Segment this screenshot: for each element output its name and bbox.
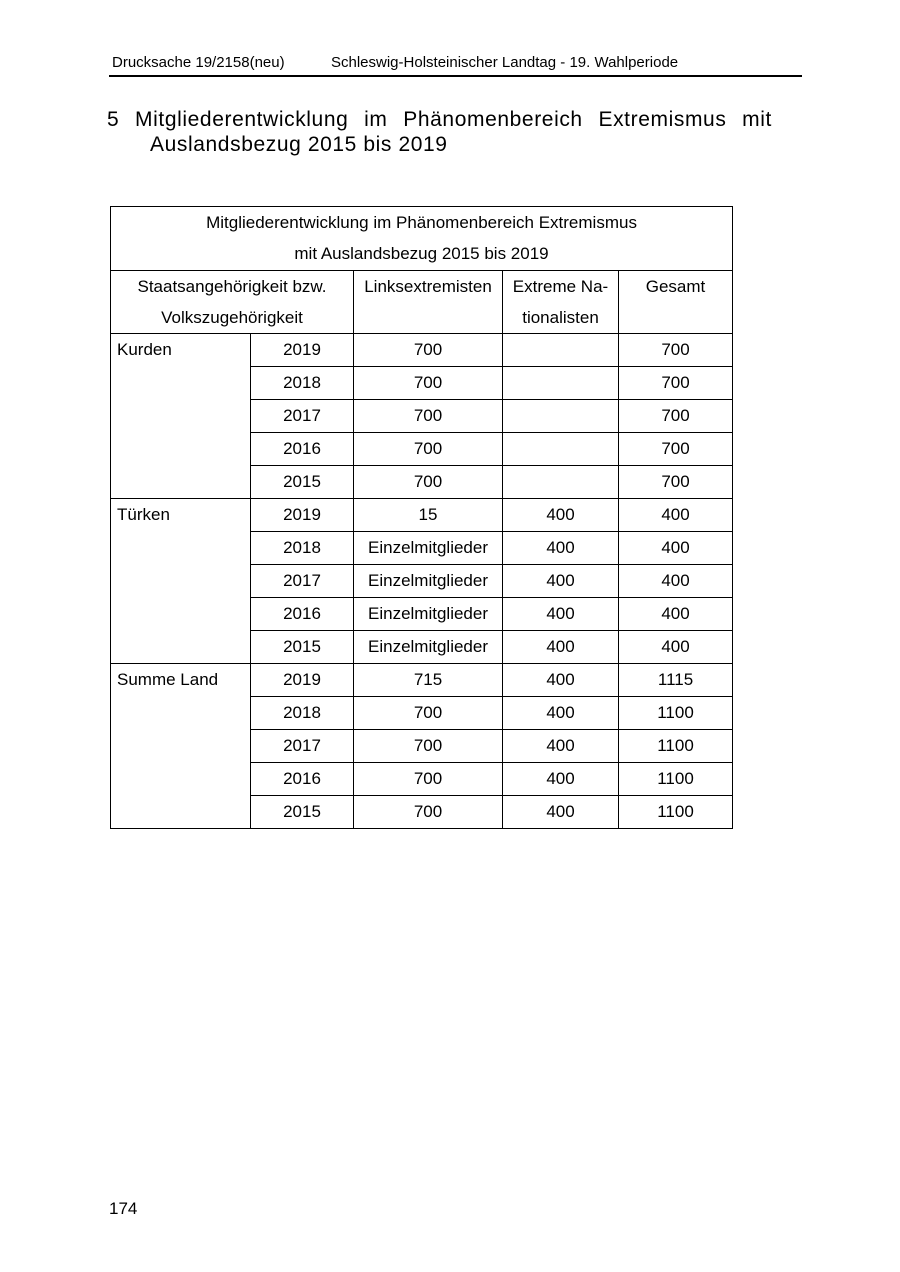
parliament-name: Schleswig-Holsteinischer Landtag - 19. Wahlperiode (331, 54, 679, 71)
cell-extreme-nationalists (503, 334, 619, 367)
table-caption-line1: Mitgliederentwicklung im Phänomenbereich Extremismus (206, 213, 637, 232)
header-left-extremists (354, 271, 503, 334)
cell-left-extremists: 700 (354, 400, 503, 433)
cell-year: 2016 (251, 433, 354, 466)
cell-extreme-nationalists: 400 (503, 565, 619, 598)
cell-total: 400 (619, 565, 733, 598)
group-label: Kurden (111, 334, 251, 499)
cell-left-extremists: 700 (354, 730, 503, 763)
table-caption-row (111, 207, 733, 271)
cell-left-extremists: Einzelmitglieder (354, 631, 503, 664)
cell-total: 400 (619, 631, 733, 664)
cell-extreme-nationalists: 400 (503, 796, 619, 829)
cell-total: 1100 (619, 796, 733, 829)
table-row (111, 664, 733, 697)
table-header-row (111, 271, 733, 334)
cell-extreme-nationalists: 400 (503, 730, 619, 763)
header-nationalists-line2: tionalisten (522, 308, 599, 327)
cell-extreme-nationalists: 400 (503, 763, 619, 796)
title-word: Phänomenbereich (403, 108, 583, 131)
header-nationality-line2: Volkszugehörigkeit (161, 308, 303, 327)
cell-extreme-nationalists: 400 (503, 598, 619, 631)
table-row (111, 499, 733, 532)
cell-left-extremists: 700 (354, 367, 503, 400)
cell-year: 2018 (251, 532, 354, 565)
group-label: Summe Land (111, 664, 251, 829)
document-number: Drucksache 19/2158(neu) (112, 54, 285, 71)
page-number: 174 (109, 1199, 138, 1218)
cell-left-extremists: 700 (354, 697, 503, 730)
cell-extreme-nationalists: 400 (503, 499, 619, 532)
header-nationality (111, 271, 354, 334)
membership-table (110, 206, 733, 829)
cell-total: 1115 (619, 664, 733, 697)
cell-year: 2017 (251, 730, 354, 763)
cell-left-extremists: 700 (354, 796, 503, 829)
cell-total: 700 (619, 466, 733, 499)
group-label: Türken (111, 499, 251, 664)
table-caption-line2: mit Auslandsbezug 2015 bis 2019 (294, 244, 549, 263)
cell-total: 1100 (619, 697, 733, 730)
cell-year: 2016 (251, 763, 354, 796)
header-extreme-nationalists (503, 271, 619, 334)
section-title (107, 107, 772, 157)
cell-total: 700 (619, 367, 733, 400)
cell-year: 2016 (251, 598, 354, 631)
title-word: im (364, 108, 388, 131)
title-word: Extremismus (598, 108, 727, 131)
cell-extreme-nationalists: 400 (503, 631, 619, 664)
section-title-line1 (107, 107, 772, 132)
cell-left-extremists: 715 (354, 664, 503, 697)
cell-year: 2019 (251, 664, 354, 697)
cell-total: 700 (619, 334, 733, 367)
cell-left-extremists: 700 (354, 763, 503, 796)
cell-year: 2018 (251, 367, 354, 400)
cell-total: 400 (619, 499, 733, 532)
cell-extreme-nationalists: 400 (503, 664, 619, 697)
title-word: 5 (107, 108, 120, 131)
cell-left-extremists: 700 (354, 334, 503, 367)
cell-total: 700 (619, 433, 733, 466)
cell-year: 2017 (251, 565, 354, 598)
cell-extreme-nationalists (503, 400, 619, 433)
cell-left-extremists: Einzelmitglieder (354, 598, 503, 631)
cell-extreme-nationalists (503, 466, 619, 499)
cell-extreme-nationalists (503, 433, 619, 466)
header-total-label: Gesamt (645, 277, 706, 296)
cell-year: 2015 (251, 796, 354, 829)
cell-left-extremists: Einzelmitglieder (354, 532, 503, 565)
cell-extreme-nationalists (503, 367, 619, 400)
cell-year: 2015 (251, 631, 354, 664)
cell-extreme-nationalists: 400 (503, 697, 619, 730)
title-word: Mitgliederentwicklung (135, 108, 349, 131)
table-row (111, 334, 733, 367)
header-total (619, 271, 733, 334)
header-nationalists-line1: Extreme Na- (512, 277, 609, 296)
cell-left-extremists: Einzelmitglieder (354, 565, 503, 598)
cell-left-extremists: 700 (354, 433, 503, 466)
cell-total: 1100 (619, 763, 733, 796)
cell-year: 2018 (251, 697, 354, 730)
page-header (109, 51, 802, 77)
header-left-extremists-label: Linksextremisten (364, 277, 492, 296)
cell-left-extremists: 15 (354, 499, 503, 532)
cell-extreme-nationalists: 400 (503, 532, 619, 565)
title-word: mit (742, 108, 772, 131)
cell-total: 400 (619, 532, 733, 565)
cell-total: 400 (619, 598, 733, 631)
section-title-line2: Auslandsbezug 2015 bis 2019 (150, 133, 448, 156)
cell-year: 2015 (251, 466, 354, 499)
cell-total: 700 (619, 400, 733, 433)
cell-total: 1100 (619, 730, 733, 763)
table-caption (111, 207, 733, 271)
cell-left-extremists: 700 (354, 466, 503, 499)
cell-year: 2019 (251, 334, 354, 367)
cell-year: 2017 (251, 400, 354, 433)
header-nationality-line1: Staatsangehörigkeit bzw. (137, 277, 327, 296)
cell-year: 2019 (251, 499, 354, 532)
